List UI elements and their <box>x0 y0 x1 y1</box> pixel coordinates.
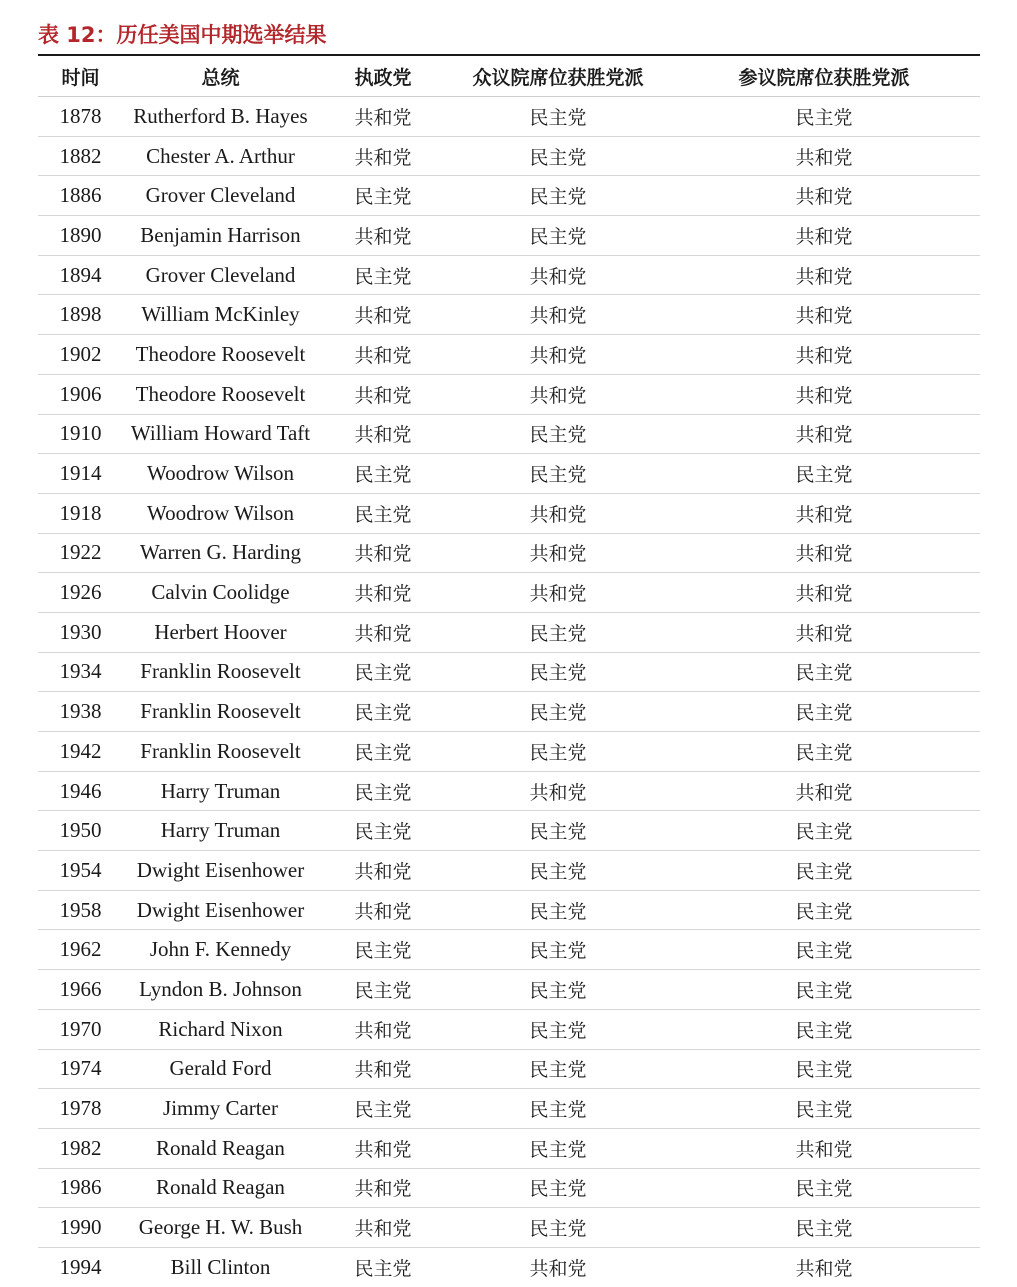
cell-senate-winner: 民主党 <box>668 97 980 137</box>
cell-president: Richard Nixon <box>123 1009 318 1049</box>
cell-ruling-party: 民主党 <box>318 970 448 1010</box>
cell-house-winner: 民主党 <box>448 1049 668 1089</box>
cell-year: 1898 <box>38 295 123 335</box>
cell-year: 1946 <box>38 771 123 811</box>
cell-president: Franklin Roosevelt <box>123 652 318 692</box>
cell-senate-winner: 民主党 <box>668 1208 980 1248</box>
cell-year: 1910 <box>38 414 123 454</box>
cell-senate-winner: 民主党 <box>668 811 980 851</box>
cell-president: Franklin Roosevelt <box>123 692 318 732</box>
cell-ruling-party: 共和党 <box>318 1049 448 1089</box>
cell-ruling-party: 共和党 <box>318 97 448 137</box>
cell-president: Grover Cleveland <box>123 255 318 295</box>
cell-year: 1918 <box>38 493 123 533</box>
table-row <box>38 533 980 573</box>
table-body <box>38 97 980 1287</box>
cell-house-winner: 民主党 <box>448 216 668 256</box>
table-row <box>38 692 980 732</box>
cell-senate-winner: 民主党 <box>668 454 980 494</box>
cell-ruling-party: 共和党 <box>318 890 448 930</box>
cell-house-winner: 民主党 <box>448 970 668 1010</box>
cell-senate-winner: 民主党 <box>668 652 980 692</box>
cell-house-winner: 民主党 <box>448 1009 668 1049</box>
table-row <box>38 970 980 1010</box>
cell-year: 1962 <box>38 930 123 970</box>
cell-president: Calvin Coolidge <box>123 573 318 613</box>
cell-house-winner: 共和党 <box>448 493 668 533</box>
cell-president: Woodrow Wilson <box>123 454 318 494</box>
table-row <box>38 255 980 295</box>
cell-president: Gerald Ford <box>123 1049 318 1089</box>
cell-president: Herbert Hoover <box>123 612 318 652</box>
cell-year: 1982 <box>38 1128 123 1168</box>
cell-president: William Howard Taft <box>123 414 318 454</box>
cell-senate-winner: 共和党 <box>668 216 980 256</box>
cell-year: 1882 <box>38 136 123 176</box>
midterm-results-table <box>38 56 980 1287</box>
table-row <box>38 136 980 176</box>
cell-ruling-party: 民主党 <box>318 255 448 295</box>
cell-ruling-party: 共和党 <box>318 533 448 573</box>
cell-year: 1978 <box>38 1089 123 1129</box>
table-row <box>38 652 980 692</box>
cell-senate-winner: 共和党 <box>668 136 980 176</box>
cell-president: Dwight Eisenhower <box>123 890 318 930</box>
cell-senate-winner: 民主党 <box>668 732 980 772</box>
table-row <box>38 1049 980 1089</box>
cell-year: 1942 <box>38 732 123 772</box>
table-row <box>38 1089 980 1129</box>
cell-year: 1950 <box>38 811 123 851</box>
table-row <box>38 732 980 772</box>
cell-year: 1890 <box>38 216 123 256</box>
cell-ruling-party: 民主党 <box>318 811 448 851</box>
cell-year: 1954 <box>38 851 123 891</box>
cell-ruling-party: 民主党 <box>318 732 448 772</box>
cell-year: 1994 <box>59 1254 102 1279</box>
cell-year: 1934 <box>38 652 123 692</box>
cell-ruling-party: 共和党 <box>318 1208 448 1248</box>
header-row <box>38 56 980 97</box>
cell-house-winner: 民主党 <box>448 454 668 494</box>
cell-senate-winner: 共和党 <box>668 295 980 335</box>
table-row <box>38 176 980 216</box>
cell-ruling-party: 民主党 <box>318 493 448 533</box>
cell-house-winner: 民主党 <box>448 176 668 216</box>
cell-house-winner: 民主党 <box>448 136 668 176</box>
cell-year: 1974 <box>38 1049 123 1089</box>
cell-president: Chester A. Arthur <box>123 136 318 176</box>
cell-senate-winner: 共和党 <box>795 1257 853 1280</box>
cell-year: 1938 <box>38 692 123 732</box>
cell-senate-winner: 民主党 <box>668 890 980 930</box>
cell-house-winner: 民主党 <box>448 1128 668 1168</box>
cell-president: Theodore Roosevelt <box>123 335 318 375</box>
table-row <box>38 573 980 613</box>
cell-house-winner: 民主党 <box>448 1168 668 1208</box>
header-senate-winner: 参议院席位获胜党派 <box>668 56 980 97</box>
table-row <box>38 612 980 652</box>
table-row <box>38 335 980 375</box>
cell-president: John F. Kennedy <box>123 930 318 970</box>
table-header <box>38 56 980 97</box>
cell-ruling-party: 共和党 <box>318 612 448 652</box>
cell-house-winner: 民主党 <box>448 1089 668 1129</box>
cell-house-winner: 共和党 <box>448 573 668 613</box>
table-row <box>38 890 980 930</box>
cell-senate-winner: 共和党 <box>668 573 980 613</box>
cell-ruling-party: 共和党 <box>318 335 448 375</box>
cell-president: Franklin Roosevelt <box>123 732 318 772</box>
cell-ruling-party: 共和党 <box>318 1168 448 1208</box>
cell-president: Lyndon B. Johnson <box>123 970 318 1010</box>
cell-year: 1926 <box>38 573 123 613</box>
cell-senate-winner: 民主党 <box>668 970 980 1010</box>
cell-house-winner: 民主党 <box>448 414 668 454</box>
cell-president: Bill Clinton <box>170 1254 271 1279</box>
table-row <box>38 930 980 970</box>
cell-senate-winner: 共和党 <box>668 414 980 454</box>
cell-house-winner: 共和党 <box>529 1257 587 1280</box>
cell-senate-winner: 共和党 <box>668 176 980 216</box>
cell-senate-winner: 民主党 <box>668 930 980 970</box>
cell-year: 1970 <box>38 1009 123 1049</box>
cell-ruling-party: 民主党 <box>318 692 448 732</box>
cell-senate-winner: 共和党 <box>668 612 980 652</box>
cell-ruling-party: 共和党 <box>318 136 448 176</box>
cell-house-winner: 民主党 <box>448 890 668 930</box>
table-row <box>38 216 980 256</box>
cell-president: Harry Truman <box>123 811 318 851</box>
cell-president: Jimmy Carter <box>123 1089 318 1129</box>
cell-senate-winner: 民主党 <box>668 1049 980 1089</box>
cell-ruling-party: 共和党 <box>318 295 448 335</box>
cell-house-winner: 民主党 <box>448 652 668 692</box>
cell-house-winner: 民主党 <box>448 851 668 891</box>
cell-senate-winner: 共和党 <box>668 533 980 573</box>
header-year: 时间 <box>38 56 123 97</box>
cell-senate-winner: 民主党 <box>668 1009 980 1049</box>
cell-senate-winner: 民主党 <box>668 692 980 732</box>
table-row <box>38 811 980 851</box>
header-house-winner: 众议院席位获胜党派 <box>448 56 668 97</box>
cell-house-winner: 民主党 <box>448 930 668 970</box>
cell-ruling-party: 民主党 <box>318 176 448 216</box>
cell-senate-winner: 民主党 <box>668 1168 980 1208</box>
table-row <box>38 1208 980 1248</box>
cell-ruling-party: 共和党 <box>318 374 448 414</box>
cell-senate-winner: 民主党 <box>668 851 980 891</box>
header-ruling-party: 执政党 <box>318 56 448 97</box>
cell-president: Harry Truman <box>123 771 318 811</box>
cell-senate-winner: 共和党 <box>668 771 980 811</box>
cell-president: Ronald Reagan <box>123 1128 318 1168</box>
cell-ruling-party: 共和党 <box>318 1009 448 1049</box>
cell-house-winner: 民主党 <box>448 732 668 772</box>
table-title: 表 12：历任美国中期选举结果 <box>38 23 327 47</box>
cell-year: 1902 <box>38 335 123 375</box>
cell-president: Grover Cleveland <box>123 176 318 216</box>
cell-house-winner: 共和党 <box>448 533 668 573</box>
cell-year: 1958 <box>38 890 123 930</box>
cell-senate-winner: 共和党 <box>668 374 980 414</box>
cell-house-winner: 民主党 <box>448 811 668 851</box>
table-row <box>38 454 980 494</box>
cell-president: Warren G. Harding <box>123 533 318 573</box>
cell-ruling-party: 民主党 <box>318 930 448 970</box>
cell-ruling-party: 共和党 <box>318 851 448 891</box>
cell-president: Rutherford B. Hayes <box>123 97 318 137</box>
cell-year: 1922 <box>38 533 123 573</box>
cell-ruling-party: 民主党 <box>318 652 448 692</box>
table-row <box>38 851 980 891</box>
cell-president: Theodore Roosevelt <box>123 374 318 414</box>
cell-year: 1914 <box>38 454 123 494</box>
cell-senate-winner: 民主党 <box>668 1089 980 1129</box>
cell-year: 1990 <box>38 1208 123 1248</box>
table-row <box>38 414 980 454</box>
cell-ruling-party: 民主党 <box>318 454 448 494</box>
cell-ruling-party: 民主党 <box>354 1257 412 1280</box>
table-row <box>38 1128 980 1168</box>
table-row <box>38 493 980 533</box>
cell-year: 1878 <box>38 97 123 137</box>
table-row <box>38 771 980 811</box>
cell-house-winner: 共和党 <box>448 295 668 335</box>
cell-senate-winner: 共和党 <box>668 1128 980 1168</box>
cell-house-winner: 共和党 <box>448 255 668 295</box>
cell-president: William McKinley <box>123 295 318 335</box>
table-row <box>38 1168 980 1208</box>
cell-year: 1966 <box>38 970 123 1010</box>
cell-ruling-party: 民主党 <box>318 771 448 811</box>
table-row <box>38 1247 980 1286</box>
cell-ruling-party: 民主党 <box>318 1089 448 1129</box>
cell-house-winner: 民主党 <box>448 97 668 137</box>
cell-ruling-party: 共和党 <box>318 573 448 613</box>
cell-president: George H. W. Bush <box>123 1208 318 1248</box>
cell-senate-winner: 共和党 <box>668 255 980 295</box>
cell-house-winner: 共和党 <box>448 335 668 375</box>
cell-house-winner: 民主党 <box>448 692 668 732</box>
table-row <box>38 1009 980 1049</box>
results-table-container <box>38 54 980 1287</box>
cell-year: 1986 <box>38 1168 123 1208</box>
cell-house-winner: 共和党 <box>448 771 668 811</box>
cell-house-winner: 共和党 <box>448 374 668 414</box>
cell-year: 1894 <box>38 255 123 295</box>
cell-house-winner: 民主党 <box>448 1208 668 1248</box>
cell-senate-winner: 共和党 <box>668 335 980 375</box>
cell-year: 1906 <box>38 374 123 414</box>
cell-ruling-party: 共和党 <box>318 414 448 454</box>
cell-year: 1930 <box>38 612 123 652</box>
cell-ruling-party: 共和党 <box>318 1128 448 1168</box>
table-row <box>38 295 980 335</box>
cell-year: 1886 <box>38 176 123 216</box>
cell-house-winner: 民主党 <box>448 612 668 652</box>
cell-president: Ronald Reagan <box>123 1168 318 1208</box>
header-president: 总统 <box>123 56 318 97</box>
table-row <box>38 97 980 137</box>
table-row <box>38 374 980 414</box>
cell-ruling-party: 共和党 <box>318 216 448 256</box>
cell-president: Woodrow Wilson <box>123 493 318 533</box>
cell-president: Benjamin Harrison <box>123 216 318 256</box>
cell-president: Dwight Eisenhower <box>123 851 318 891</box>
cell-senate-winner: 共和党 <box>668 493 980 533</box>
